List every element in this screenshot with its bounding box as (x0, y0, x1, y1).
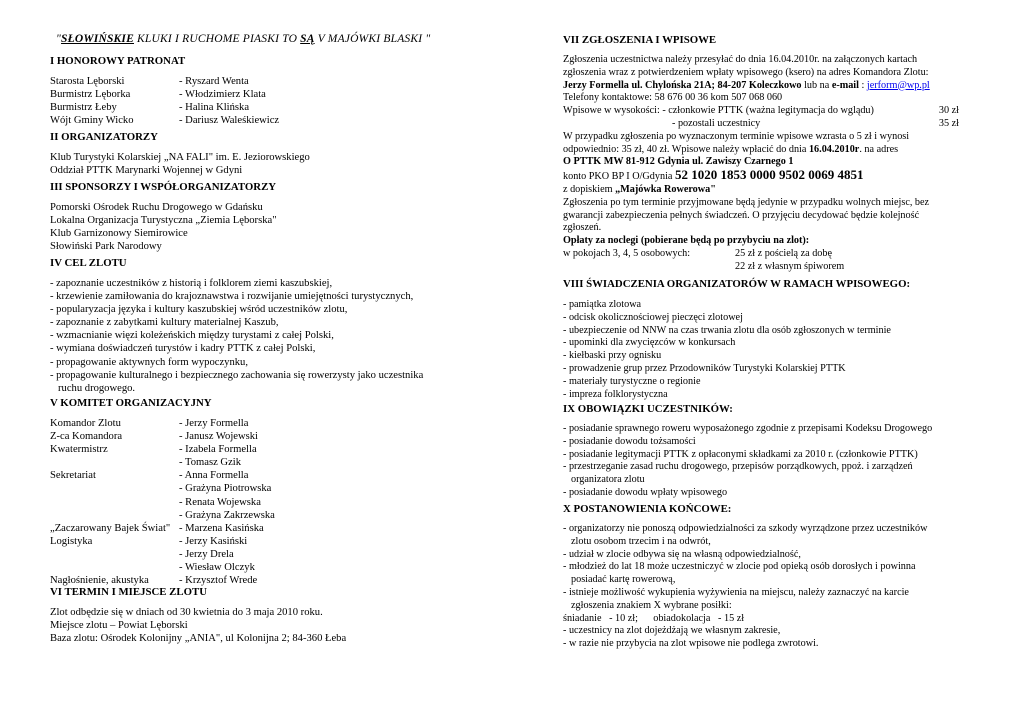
section-heading: V KOMITET ORGANIZACYJNY (50, 397, 212, 409)
section-cel-zlotu (50, 257, 423, 395)
title-highlight-slowinskie: SŁOWIŃSKIE (61, 33, 134, 45)
goal-item: - propagowanie aktywnych form wypoczynku, (50, 356, 248, 368)
benefit-item: - odcisk okolicznościowej pieczęci zlotowej (563, 311, 743, 323)
role-label (50, 482, 179, 495)
fee-label: - pozostali uczestnicy (672, 117, 761, 129)
section-zgloszenia (563, 34, 973, 274)
section-organizatorzy (50, 131, 310, 177)
person-name: - Jerzy Kasiński (179, 535, 248, 547)
provision-item: - w razie nie przybycia na zlot wpisowe nie podlega zwrotowi. (563, 638, 819, 650)
section-heading: I HONOROWY PATRONAT (50, 55, 186, 67)
committee-row (50, 469, 275, 482)
role-label: Komandor Zlotu (50, 418, 121, 429)
role-label: Kwatermistrz (50, 444, 108, 456)
address-line (563, 80, 973, 93)
lodging-price: 25 zł z pościelą za dobę (735, 247, 833, 259)
person-name: - Ryszard Wenta (179, 76, 249, 87)
section-obowiazki (563, 403, 932, 500)
organizer-line: Klub Turystyki Kolarskiej „NA FALI" im. E. Jeziorowskiego (50, 152, 310, 163)
section-heading: VI TERMIN I MIEJSCE ZLOTU (50, 586, 207, 598)
role-label: Z-ca Komandora (50, 431, 123, 443)
person-name: - Marzena Kasińska (179, 522, 264, 534)
duty-item: - przestrzeganie zasad ruchu drogowego, przepisów porządkowych, ppoż. i zarządzeń (563, 461, 913, 473)
text-line: zgłoszeń. (563, 222, 602, 234)
goal-item: - zapoznanie z zabytkami kultury materialnej Kaszub, (50, 317, 279, 329)
fee-row-others (563, 118, 973, 131)
section-sponsorzy (50, 181, 277, 253)
email-link[interactable]: jerform@wp.pl (866, 79, 930, 91)
section-heading: VII ZGŁOSZENIA I WPISOWE (563, 34, 717, 46)
benefit-item: - kiełbaski przy ognisku (563, 350, 662, 362)
committee-row (50, 417, 275, 430)
person-name: - Krzysztof Wrede (179, 575, 258, 587)
lodging-price: 22 zł z własnym śpiworem (735, 260, 845, 272)
room-type: w pokojach 3, 4, 5 osobowych: (563, 247, 691, 259)
title-highlight-sa: SĄ (300, 33, 315, 45)
provision-item: - istnieje możliwość wykupienia wyżywienia na miejscu, należy zaznaczyć na karcie (563, 586, 909, 598)
sponsor-line: Lokalna Organizacja Turystyczna „Ziemia Lęborska" (50, 215, 277, 227)
role-label (50, 509, 179, 522)
committee-row (50, 430, 275, 443)
benefit-item: - impreza folklorystyczna (563, 388, 668, 400)
deadline-date: 16.04.2010r (808, 143, 860, 155)
role-label: Starosta Lęborski (50, 76, 125, 87)
committee-row (50, 548, 275, 561)
committee-row (50, 535, 275, 548)
text-fragment: odpowiednio: 35 zł, 40 zł. Wpisowe należy wpłacić do dnia (563, 143, 809, 155)
payment-address: O PTTK MW 81-912 Gdynia ul. Zawiszy Czarnego 1 (563, 156, 794, 168)
role-label (50, 561, 179, 574)
text-line: W przypadku zgłoszenia po wyznaczonym terminie wpisowe wzrasta o 5 zł i wynosi (563, 130, 910, 142)
text-fragment: lub na (801, 79, 832, 91)
person-name: - Jerzy Formella (179, 418, 249, 429)
benefit-item: - upominki dla zwycięzców w konkursach (563, 337, 736, 349)
goal-item: - krzewienie zamiłowania do krajoznawstwa i rozwijanie umiejętności turystycznych, (50, 291, 414, 303)
base-line: Baza zlotu: Ośrodek Kolonijny „ANIA", ul Kolonijna 2; 84-360 Łeba (50, 633, 347, 645)
title-text: KLUKI I RUCHOME PIASKI TO (133, 33, 301, 45)
role-label: Logistyka (50, 535, 93, 547)
goal-item-continuation: ruchu drogowego. (58, 382, 136, 394)
section-swiadczenia (563, 278, 910, 401)
bank-account-number: 52 1020 1853 0000 9502 0069 4851 (674, 167, 864, 183)
committee-row (50, 561, 275, 574)
sponsor-line: Pomorski Ośrodek Ruchu Drogowego w Gdańsku (50, 202, 263, 213)
person-name: - Tomasz Gzik (179, 457, 242, 469)
duty-item-continuation: organizatora zlotu (571, 474, 645, 486)
lodging-row (563, 248, 973, 261)
person-name: - Renata Wojewska (179, 496, 261, 508)
provision-item: - organizatorzy nie ponoszą odpowiedzialności za szkody wyrządzone przez uczestników (563, 523, 928, 534)
committee-row (50, 522, 275, 535)
section-postanowienia (563, 503, 927, 651)
document-title (56, 33, 430, 45)
title-text-end: V MAJÓWKI BLASKI " (314, 33, 431, 45)
benefit-item: - pamiątka zlotowa (563, 299, 642, 310)
section-heading: IX OBOWIĄZKI UCZESTNIKÓW: (563, 403, 733, 415)
email-label: e-mail (831, 79, 859, 91)
provision-item-continuation: posiadać kartę rowerową, (571, 574, 676, 586)
patron-row (50, 114, 279, 127)
lodging-heading: Opłaty za noclegi (pobierane będą po przybyciu na zlot): (563, 235, 810, 247)
goal-item: - zapoznanie uczestników z historią i folklorem ziemi kaszubskiej, (50, 278, 333, 289)
text-line: Zgłoszenia po tym terminie przyjmowane będą jedynie w przypadku wolnych miejsc, bez (563, 196, 930, 208)
text-fragment: . na adres (859, 143, 899, 155)
date-line: Zlot odbędzie się w dniach od 30 kwietnia do 3 maja 2010 roku. (50, 607, 323, 618)
section-termin (50, 586, 346, 645)
section-heading: VIII ŚWIADCZENIA ORGANIZATORÓW W RAMACH WPISOWEGO: (563, 278, 911, 290)
provision-item: - młodzież do lat 18 może uczestniczyć w zlocie pod opieką osób dorosłych i powinna (563, 561, 916, 573)
role-label (50, 548, 179, 561)
goal-item: - popularyzacja języka i kultury kaszubskiej wśród uczestników zlotu, (50, 304, 348, 316)
payment-note: „Majówka Rowerowa" (615, 183, 716, 195)
person-name: - Anna Formella (179, 470, 249, 482)
committee-row (50, 443, 275, 456)
fee-value: 30 zł (938, 105, 959, 117)
role-label (50, 456, 179, 469)
bank-account-line (563, 169, 973, 184)
section-honorowy-patronat (50, 55, 279, 127)
role-label: Burmistrz Łeby (50, 102, 117, 114)
role-label: Burmistrz Lęborka (50, 89, 131, 101)
committee-row (50, 456, 275, 469)
duty-item: - posiadanie dowodu wpłaty wpisowego (563, 486, 728, 498)
provision-item-continuation: zlotu osobom trzecim i na odwrót, (571, 535, 711, 547)
person-name: - Janusz Wojewski (179, 431, 258, 443)
goal-item: - wymiana doświadczeń turystów i kadry PTTK z całej Polski, (50, 343, 316, 355)
duty-item: - posiadanie sprawnego roweru wyposażonego zgodnie z przepisami Kodeksu Drogowego (563, 423, 933, 434)
text-fragment: : (858, 79, 867, 91)
person-name: - Grażyna Piotrowska (179, 483, 272, 495)
section-heading: II ORGANIZATORZY (50, 131, 158, 143)
text-line: Zgłoszenia uczestnictwa należy przesyłać do dnia 16.04.2010r. na załączonych kartach (563, 54, 918, 65)
committee-row (50, 482, 275, 495)
place-line: Miejsce zlotu – Powiat Lęborski (50, 620, 188, 632)
person-name: - Halina Klińska (179, 102, 250, 114)
goal-item: - wzmacnianie więzi koleżeńskich między turystami z całej Polski, (50, 330, 334, 342)
committee-row (50, 496, 275, 509)
provision-item-continuation: zgłoszenia znakiem X wybrane posiłki: (571, 599, 732, 611)
sponsor-line: Słowiński Park Narodowy (50, 241, 162, 253)
patron-row (50, 101, 279, 114)
duty-item: - posiadanie legitymacji PTTK z opłaconymi składkami za 2010 r. (członkowie PTTK) (563, 448, 918, 460)
benefit-item: - materiały turystyczne o regionie (563, 375, 701, 387)
role-label: Wójt Gminy Wicko (50, 115, 134, 127)
fee-value: 35 zł (938, 117, 959, 129)
section-heading: IV CEL ZLOTU (50, 257, 127, 269)
text-line (563, 144, 973, 157)
organizer-line: Oddział PTTK Marynarki Wojennej w Gdyni (50, 165, 243, 177)
person-name: - Grażyna Zakrzewska (179, 509, 275, 521)
text-fragment: z dopiskiem (563, 183, 616, 195)
role-label: „Zaczarowany Bajek Świat" (50, 522, 171, 534)
title-quote-open: " (56, 33, 62, 45)
section-heading: III SPONSORZY I WSPÓŁORGANIZATORZY (50, 181, 277, 193)
role-label: Nagłośnienie, akustyka (50, 575, 149, 587)
goal-item: - propagowanie kulturalnego i bezpiecznego zachowania się rowerzysty jako uczestnika (50, 369, 424, 381)
committee-row (50, 509, 275, 522)
section-komitet (50, 397, 275, 587)
section-heading: X POSTANOWIENIA KOŃCOWE: (563, 503, 732, 515)
fee-row-members (563, 105, 973, 118)
text-line: zgłoszenia wraz z potwierdzeniem wpłaty wpisowego (ksero) na adres Komandora Zlotu: (563, 66, 929, 78)
patron-row (50, 75, 279, 88)
person-name: - Włodzimierz Klata (179, 89, 266, 101)
person-name: - Jerzy Drela (179, 548, 234, 560)
provision-item: - uczestnicy na zlot dojeżdżają we własnym zakresie, (563, 625, 781, 637)
role-label (50, 496, 179, 509)
commander-address: Jerzy Formella ul. Chylońska 21A; 84-207 Koleczkowo (563, 79, 802, 91)
payment-note-line (563, 184, 973, 197)
benefit-item: - prowadzenie grup przez Przodowników Turystyki Kolarskiej PTTK (563, 362, 846, 374)
duty-item: - posiadanie dowodu tożsamości (563, 435, 696, 447)
meal-prices: śniadanie - 10 zł; obiadokolacja - 15 zł (563, 612, 745, 624)
bank-label: konto PKO BP I O/Gdynia (563, 171, 675, 183)
sponsor-line: Klub Garnizonowy Siemirowice (50, 228, 188, 240)
role-label: Sekretariat (50, 470, 96, 482)
patron-row (50, 88, 279, 101)
provision-item: - udział w zlocie odbywa się na własną odpowiedzialność, (563, 548, 801, 560)
fee-label: Wpisowe w wysokości: - członkowie PTTK (ważna legitymacja do wglądu) (563, 105, 874, 117)
person-name: - Dariusz Waleśkiewicz (179, 115, 280, 127)
person-name: - Izabela Formella (179, 444, 257, 456)
benefit-item: - ubezpieczenie od NNW na czas trwania zlotu dla osób zgłoszonych w terminie (563, 324, 891, 336)
phone-line: Telefony kontaktowe: 58 676 00 36 kom 507 068 060 (563, 92, 783, 104)
text-line: gwarancji zabezpieczenia pełnych świadczeń. O przyjęciu decydować będzie kolejność (563, 209, 920, 221)
person-name: - Wiesław Olczyk (179, 562, 255, 574)
